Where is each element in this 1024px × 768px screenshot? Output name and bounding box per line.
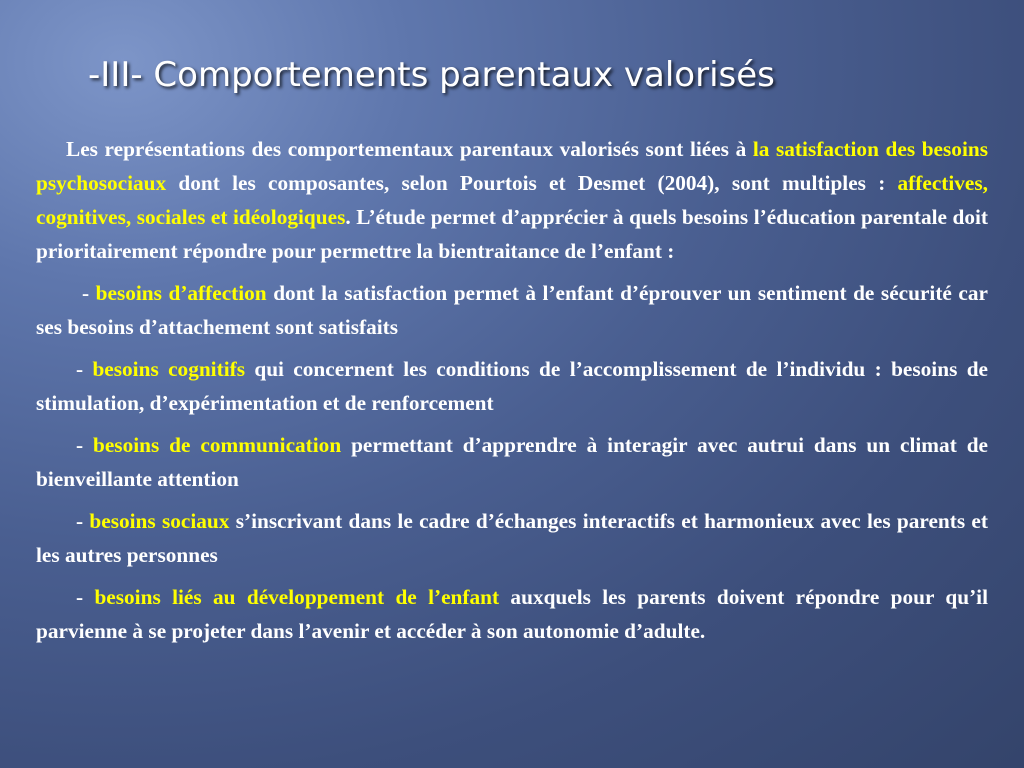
need-item-text: qui concernent les conditions de l’accomplissement de l’individu : besoins de stimulation, d’expérimentation et de renforcement (36, 357, 989, 415)
intro-highlight-1: la satisfaction des besoins psychosociaux (36, 137, 988, 195)
need-item-highlight: besoins de communication (93, 433, 342, 457)
intro-text-3: . L’étude permet d’apprécier à quels besoins l’éducation parentale doit prioritairement répondre pour permettre la bientraitance de l’enfant : (36, 205, 988, 263)
need-item-text: dont la satisfaction permet à l’enfant d’éprouver un sentiment de sécurité car ses besoins d’attachement sont satisfaits (36, 281, 988, 339)
need-item-cognitive (36, 352, 988, 420)
need-item-dash: - (76, 357, 93, 381)
slide-body (36, 132, 988, 648)
need-item-dash: - (76, 509, 90, 533)
intro-highlight-2: affectives, cognitives, sociales et idéologiques (36, 171, 988, 229)
need-item-highlight: besoins d’affection (95, 281, 267, 305)
intro-text-2: dont les composantes, selon Pourtois et Desmet (2004), sont multiples : (166, 171, 898, 195)
need-item-communication (36, 428, 988, 496)
intro-text-1: Les représentations des comportementaux parentaux valorisés sont liées à (66, 137, 753, 161)
need-item-text: permettant d’apprendre à interagir avec autrui dans un climat de bienveillante attention (36, 433, 988, 491)
need-item-dash: - (76, 585, 95, 609)
intro-paragraph (36, 132, 988, 268)
need-item-development (36, 580, 988, 648)
need-item-highlight: besoins cognitifs (92, 357, 245, 381)
need-item-affection (36, 276, 988, 344)
slide-title: -III- Comportements parentaux valorisés (88, 55, 775, 95)
need-item-dash: - (76, 433, 93, 457)
need-item-highlight: besoins sociaux (89, 509, 230, 533)
need-item-text: s’inscrivant dans le cadre d’échanges interactifs et harmonieux avec les parents et les autres personnes (36, 509, 988, 567)
need-item-dash: - (82, 281, 96, 305)
need-item-text: auxquels les parents doivent répondre pour qu’il parvienne à se projeter dans l’avenir et accéder à son autonomie d’adulte. (36, 585, 988, 643)
need-item-highlight: besoins liés au développement de l’enfant (94, 585, 500, 609)
need-item-social (36, 504, 988, 572)
